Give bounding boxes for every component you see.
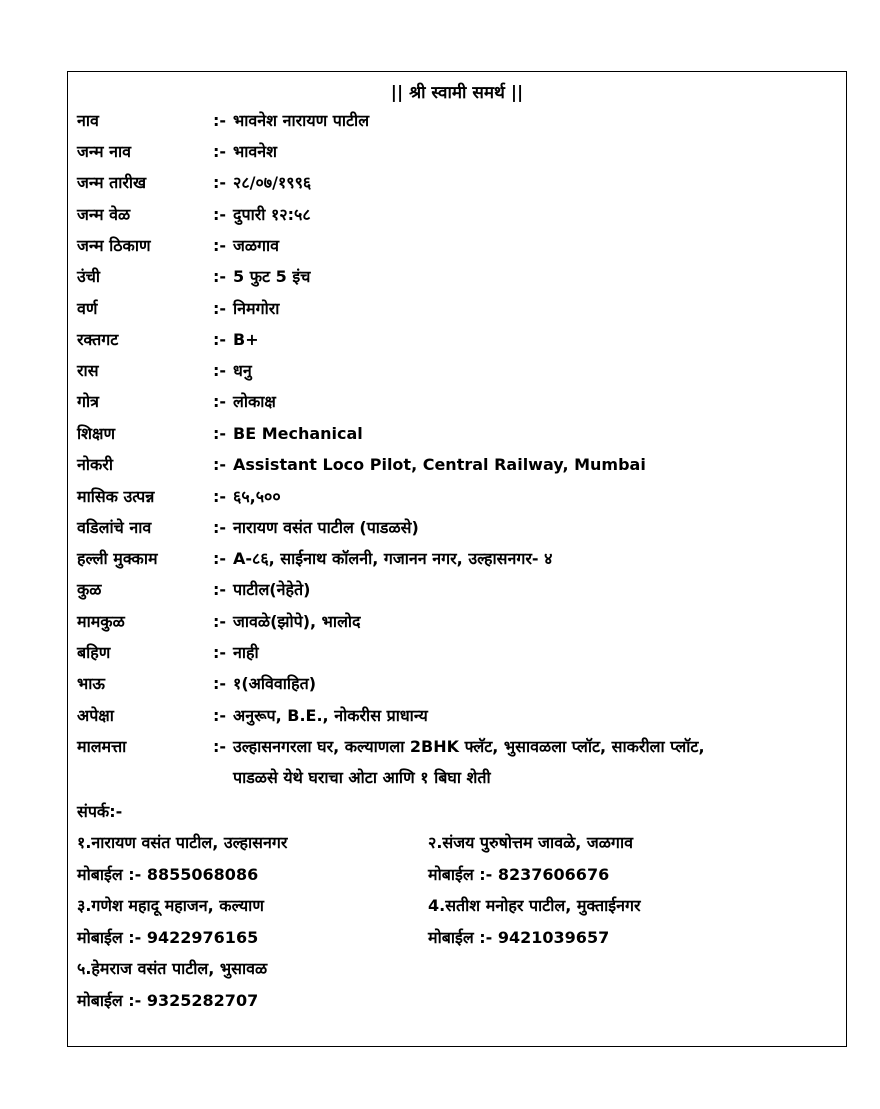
contact-mobile: मोबाईल :- 9421039657 — [428, 928, 610, 947]
field-value: दुपारी १२:५८ — [233, 205, 311, 224]
field-value-continued: पाडळसे येथे घराचा ओटा आणि १ बिघा शेती — [233, 768, 491, 787]
field-value: B+ — [233, 330, 259, 349]
field-value: BE Mechanical — [233, 424, 363, 443]
field-separator: :- — [213, 330, 227, 349]
field-label: जन्म वेळ — [77, 205, 131, 224]
document-frame — [67, 71, 847, 1047]
field-value: जावळे(झोपे), भालोद — [233, 612, 361, 631]
field-value: उल्हासनगरला घर, कल्याणला 2BHK फ्लॅट, भुसावळला प्लॉट, साकरीला प्लॉट, — [233, 737, 705, 756]
field-separator: :- — [213, 111, 227, 130]
field-value: भावनेश — [233, 142, 278, 161]
contact-name: ३.गणेश महादू महाजन, कल्याण — [77, 896, 264, 915]
field-separator: :- — [213, 299, 227, 318]
field-value: निमगोरा — [233, 299, 280, 318]
field-separator: :- — [213, 737, 227, 756]
contact-name: 4.सतीश मनोहर पाटील, मुक्ताईनगर — [428, 896, 641, 915]
page-heading: || श्री स्वामी समर्थ || — [390, 83, 524, 103]
contacts-title: संपर्क:- — [77, 802, 123, 821]
field-value: अनुरूप, B.E., नोकरीस प्राधान्य — [233, 706, 428, 725]
field-label: गोत्र — [77, 392, 99, 411]
field-separator: :- — [213, 392, 227, 411]
field-label: शिक्षण — [77, 424, 116, 443]
field-label: अपेक्षा — [77, 706, 114, 725]
contact-name: ५.हेमराज वसंत पाटील, भुसावळ — [77, 959, 268, 978]
field-separator: :- — [213, 518, 227, 537]
field-separator: :- — [213, 236, 227, 255]
contact-name: २.संजय पुरुषोत्तम जावळे, जळगाव — [428, 833, 633, 852]
field-separator: :- — [213, 580, 227, 599]
field-value: 5 फुट 5 इंच — [233, 267, 311, 286]
field-value: नाही — [233, 643, 259, 662]
field-label: बहिण — [77, 643, 111, 662]
field-label: हल्ली मुक्काम — [77, 549, 158, 568]
field-separator: :- — [213, 674, 227, 693]
field-separator: :- — [213, 424, 227, 443]
field-value: जळगाव — [233, 236, 280, 255]
field-value: नारायण वसंत पाटील (पाडळसे) — [233, 518, 419, 537]
field-value: लोकाक्ष — [233, 392, 276, 411]
contact-mobile: मोबाईल :- 8855068086 — [77, 865, 259, 884]
field-label: मासिक उत्पन्न — [77, 487, 155, 506]
field-label: वर्ण — [77, 299, 98, 318]
field-value: १(अविवाहित) — [233, 674, 317, 693]
field-value: Assistant Loco Pilot, Central Railway, Mumbai — [233, 455, 646, 474]
field-label: मामकुळ — [77, 612, 125, 631]
field-value: पाटील(नेहेते) — [233, 580, 311, 599]
field-value: A-८६, साईनाथ कॉलनी, गजानन नगर, उल्हासनगर- ४ — [233, 549, 553, 568]
field-separator: :- — [213, 549, 227, 568]
field-label: जन्म नाव — [77, 142, 132, 161]
field-separator: :- — [213, 142, 227, 161]
field-value: २८/०७/१९९६ — [233, 173, 312, 192]
field-value: धनु — [233, 361, 252, 380]
field-value: ६५,५०० — [233, 487, 281, 506]
field-label: रक्तगट — [77, 330, 119, 349]
field-separator: :- — [213, 455, 227, 474]
field-separator: :- — [213, 706, 227, 725]
field-separator: :- — [213, 205, 227, 224]
field-label: वडिलांचे नाव — [77, 518, 152, 537]
field-label: नाव — [77, 111, 99, 130]
field-label: रास — [77, 361, 99, 380]
field-label: मालमत्ता — [77, 737, 127, 756]
field-separator: :- — [213, 267, 227, 286]
field-label: कुळ — [77, 580, 102, 599]
field-label: भाऊ — [77, 674, 105, 693]
field-value: भावनेश नारायण पाटील — [233, 111, 370, 130]
field-label: जन्म ठिकाण — [77, 236, 151, 255]
field-separator: :- — [213, 612, 227, 631]
field-separator: :- — [213, 361, 227, 380]
field-label: जन्म तारीख — [77, 173, 147, 192]
field-label: नोकरी — [77, 455, 114, 474]
contact-mobile: मोबाईल :- 9325282707 — [77, 991, 259, 1010]
field-label: उंची — [77, 267, 101, 286]
contact-mobile: मोबाईल :- 8237606676 — [428, 865, 610, 884]
contact-name: १.नारायण वसंत पाटील, उल्हासनगर — [77, 833, 288, 852]
field-separator: :- — [213, 487, 227, 506]
field-separator: :- — [213, 173, 227, 192]
contact-mobile: मोबाईल :- 9422976165 — [77, 928, 259, 947]
field-separator: :- — [213, 643, 227, 662]
